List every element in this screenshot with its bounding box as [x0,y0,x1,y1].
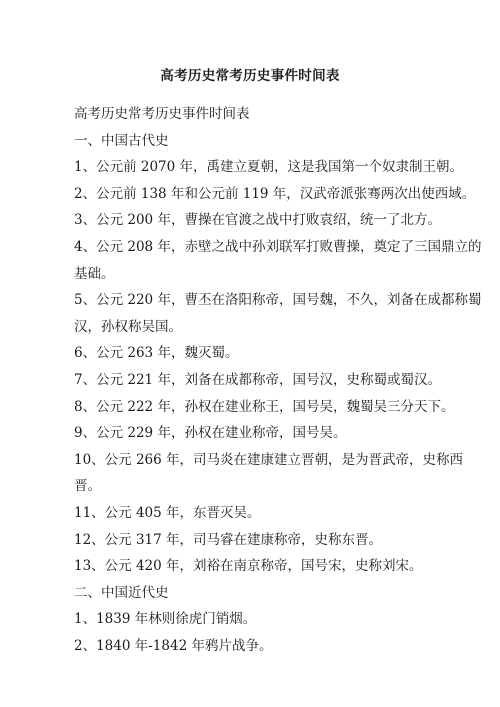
section-heading-ancient: 一、中国古代史 [74,132,169,149]
text-line: 8、公元 222 年，孙权在建业称王，国号吴，魏蜀吴三分天下。 [74,398,455,415]
text-line: 晋。 [74,478,101,495]
document-title: 高考历史常考历史事件时间表 [160,68,340,84]
text-line: 1、1839 年林则徐虎门销烟。 [74,611,257,628]
text-line: 12、公元 317 年，司马睿在建康称帝，史称东晋。 [74,531,383,548]
text-line: 汉，孙权称吴国。 [74,318,182,335]
text-line: 2、公元前 138 年和公元前 119 年，汉武帝派张骞两次出使西域。 [74,185,476,202]
text-line: 9、公元 229 年，孙权在建业称帝，国号吴。 [74,425,347,442]
text-line: 2、1840 年-1842 年鸦片战争。 [74,637,273,654]
text-line: 10、公元 266 年，司马炎在建康建立晋朝，是为晋武帝，史称西 [74,451,464,468]
document-body [74,101,482,659]
text-line: 基础。 [74,265,115,282]
text-line: 6、公元 263 年，魏灭蜀。 [74,345,239,362]
text-line: 5、公元 220 年，曹丕在洛阳称帝，国号魏，不久，刘备在成都称蜀 [74,292,482,309]
text-line: 13、公元 420 年，刘裕在南京称帝，国号宋，史称刘宋。 [74,558,423,575]
text-line: 4、公元 208 年，赤壁之战中孙刘联军打败曹操，奠定了三国鼎立的 [74,238,482,255]
text-line: 7、公元 221 年，刘备在成都称帝，国号汉，史称蜀或蜀汉。 [74,371,441,388]
text-line: 11、公元 405 年，东晋灭吴。 [74,504,261,521]
subtitle-line: 高考历史常考历史事件时间表 [74,106,250,122]
section-heading-modern: 二、中国近代史 [74,584,169,601]
text-line: 1、公元前 2070 年，禹建立夏朝，这是我国第一个奴隶制王朝。 [74,159,464,176]
text-line: 3、公元 200 年，曹操在官渡之战中打败袁绍，统一了北方。 [74,212,441,229]
